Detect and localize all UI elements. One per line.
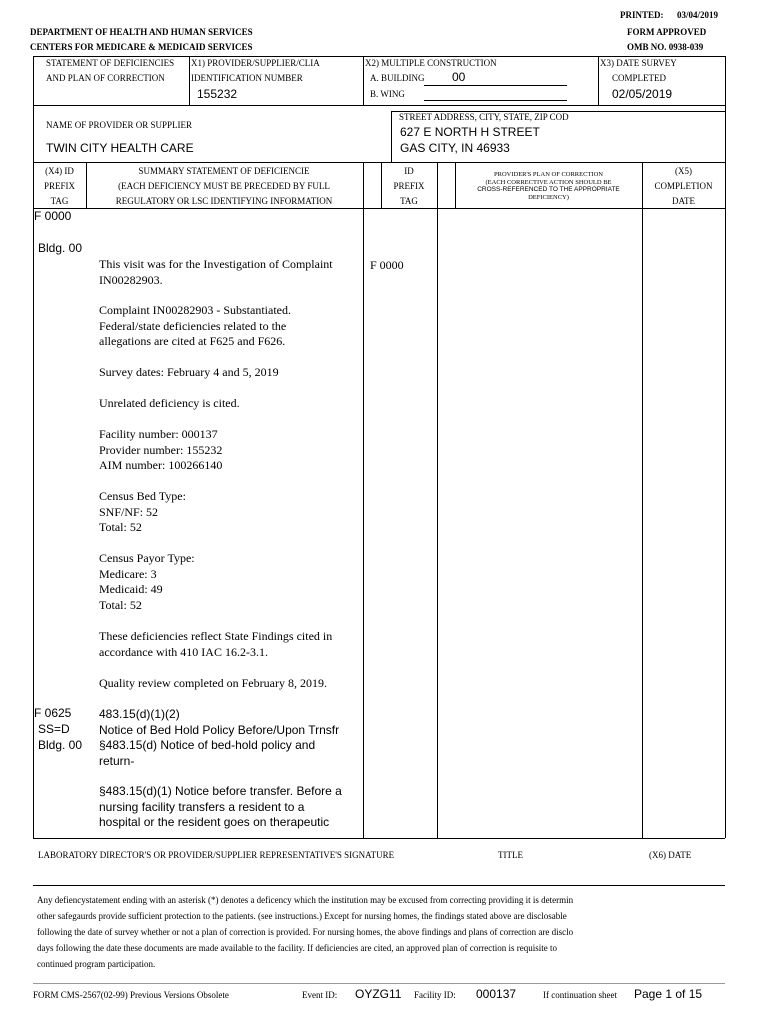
wing-label: B. WING <box>370 89 405 99</box>
paragraph-unrelated: Unrelated deficiency is cited. <box>99 396 240 410</box>
bldg-label: Bldg. 00 <box>38 241 83 255</box>
scope-severity: SS=D <box>38 722 70 736</box>
paragraph-notice-transfer: §483.15(d)(1) Notice before transfer. Before a nursing facility transfers a resident to a hospital or the resident goes on therapeutic <box>99 784 342 830</box>
x5-label-3: DATE <box>672 196 695 206</box>
poc-label-3: CROSS-REFERENCED TO THE APPROPRIATE <box>477 186 620 193</box>
address-line-2: GAS CITY, IN 46933 <box>400 141 510 155</box>
building-label: A. BUILDING <box>370 73 425 83</box>
summary-label-3: REGULATORY OR LSC IDENTIFYING INFORMATION <box>115 196 333 206</box>
tag-f0000-right: F 0000 <box>370 258 404 272</box>
printed-date: 03/04/2019 <box>677 10 719 20</box>
provider-id: 155232 <box>197 87 238 101</box>
x6-date-label: (X6) DATE <box>649 850 692 860</box>
form-approved: FORM APPROVED <box>627 27 707 37</box>
x5-label-2: COMPLETION <box>654 181 713 191</box>
poc-label <box>455 171 642 201</box>
paragraph-facility: Facility number: 000137 Provider number: 155232 AIM number: 100266140 <box>99 427 223 473</box>
facility-id-label: Facility ID: <box>414 990 456 1000</box>
id-label-2: PREFIX <box>393 181 425 191</box>
statement-label-1: STATEMENT OF DEFICIENCIES <box>46 58 175 68</box>
id-label-1: ID <box>404 166 414 176</box>
address-line-1: 627 E NORTH H STREET <box>400 125 540 139</box>
tag-f0625: F 0625 <box>34 706 72 720</box>
page-number: Page 1 of 15 <box>634 987 703 1001</box>
building-value: 00 <box>452 70 466 84</box>
x3-label-2: COMPLETED <box>612 73 666 83</box>
footnote-line-5: continued program participation. <box>37 959 156 969</box>
paragraph-state-findings: These deficiencies reflect State Findings cited in accordance with 410 IAC 16.2-3.1. <box>99 629 333 659</box>
paragraph-quality-review: Quality review completed on February 8, 2019. <box>99 676 327 690</box>
id-label-3: TAG <box>400 196 418 206</box>
x4-label-1: (X4) ID <box>45 166 74 176</box>
address-label: STREET ADDRESS, CITY, STATE, ZIP COD <box>399 112 569 122</box>
paragraph-investigation: This visit was for the Investigation of Complaint IN00282903. <box>99 257 333 287</box>
tag-f0000: F 0000 <box>34 209 72 223</box>
statement-label-2: AND PLAN OF CORRECTION <box>46 73 165 83</box>
x4-label-2: PREFIX <box>43 181 75 191</box>
footnote-line-2: other safegaurds provide sufficient protection to the patients. (see instructions.) Except for nursing homes, the findings stated above are disclosable <box>37 911 567 921</box>
footnote-line-3: following the date of survey whether or not a plan of correction is provided. For nursing homes, the above findings and plans of correction are disclo <box>37 927 574 937</box>
summary-label-1: SUMMARY STATEMENT OF DEFICIENCIE <box>138 166 310 176</box>
x4-label-3: TAG <box>50 196 69 206</box>
poc-label-2: (EACH CORRECTIVE ACTION SHOULD BE <box>485 178 612 186</box>
paragraph-census-bed: Census Bed Type: SNF/NF: 52 Total: 52 <box>99 489 186 535</box>
x1-label-1: X1) PROVIDER/SUPPLIER/CLIA <box>191 58 320 68</box>
footnote-line-4: days following the date these documents are made available to the facility. If deficiencies are cited, an approved plan of correction is requisite to <box>37 943 557 953</box>
paragraph-census-payor: Census Payor Type: Medicare: 3 Medicaid: 49 Total: 52 <box>99 551 195 612</box>
form-number: FORM CMS-2567(02-99) Previous Versions Obsolete <box>33 990 229 1000</box>
director-signature-label: LABORATORY DIRECTOR'S OR PROVIDER/SUPPLIER REPRESENTATIVE'S SIGNATURE <box>38 850 395 860</box>
provider-name-label: NAME OF PROVIDER OR SUPPLIER <box>46 120 193 130</box>
omb-number: OMB NO. 0938-039 <box>627 42 704 52</box>
facility-id: 000137 <box>476 987 517 1001</box>
poc-label-4: DEFICIENCY) <box>528 193 569 201</box>
event-id: OYZG11 <box>355 987 402 1001</box>
title-label: TITLE <box>498 850 523 860</box>
x3-label-1: X3) DATE SURVEY <box>600 58 677 68</box>
poc-label-1: PROVIDER'S PLAN OF CORRECTION <box>494 171 603 178</box>
summary-label-2: (EACH DEFICIENCY MUST BE PRECEDED BY FULL <box>118 181 330 191</box>
bldg-label-2: Bldg. 00 <box>38 738 83 752</box>
printed-label: PRINTED: <box>620 10 664 20</box>
paragraph-complaint: Complaint IN00282903 - Substantiated. Federal/state deficiencies related to the allegations are cited at F625 and F626. <box>99 303 291 349</box>
survey-date: 02/05/2019 <box>612 87 673 101</box>
event-id-label: Event ID: <box>302 990 338 1000</box>
x5-label-1: (X5) <box>675 166 692 176</box>
x1-label-2: IDENTIFICATION NUMBER <box>191 73 303 83</box>
provider-name: TWIN CITY HEALTH CARE <box>46 141 194 155</box>
continuation-label: If continuation sheet <box>543 990 617 1000</box>
footnote-line-1: Any defiencystatement ending with an asterisk (*) denotes a deficency which the institution may be excused from correcting providing it is determin <box>37 895 574 905</box>
paragraph-survey-dates: Survey dates: February 4 and 5, 2019 <box>99 365 279 379</box>
department-name: DEPARTMENT OF HEALTH AND HUMAN SERVICES <box>30 27 253 37</box>
x2-label: X2) MULTIPLE CONSTRUCTION <box>365 58 497 68</box>
paragraph-bed-hold: 483.15(d)(1)(2) Notice of Bed Hold Policy Before/Upon Trnsfr §483.15(d) Notice of bed-hold policy and return- <box>99 707 340 768</box>
centers-name: CENTERS FOR MEDICARE & MEDICAID SERVICES <box>30 42 253 52</box>
